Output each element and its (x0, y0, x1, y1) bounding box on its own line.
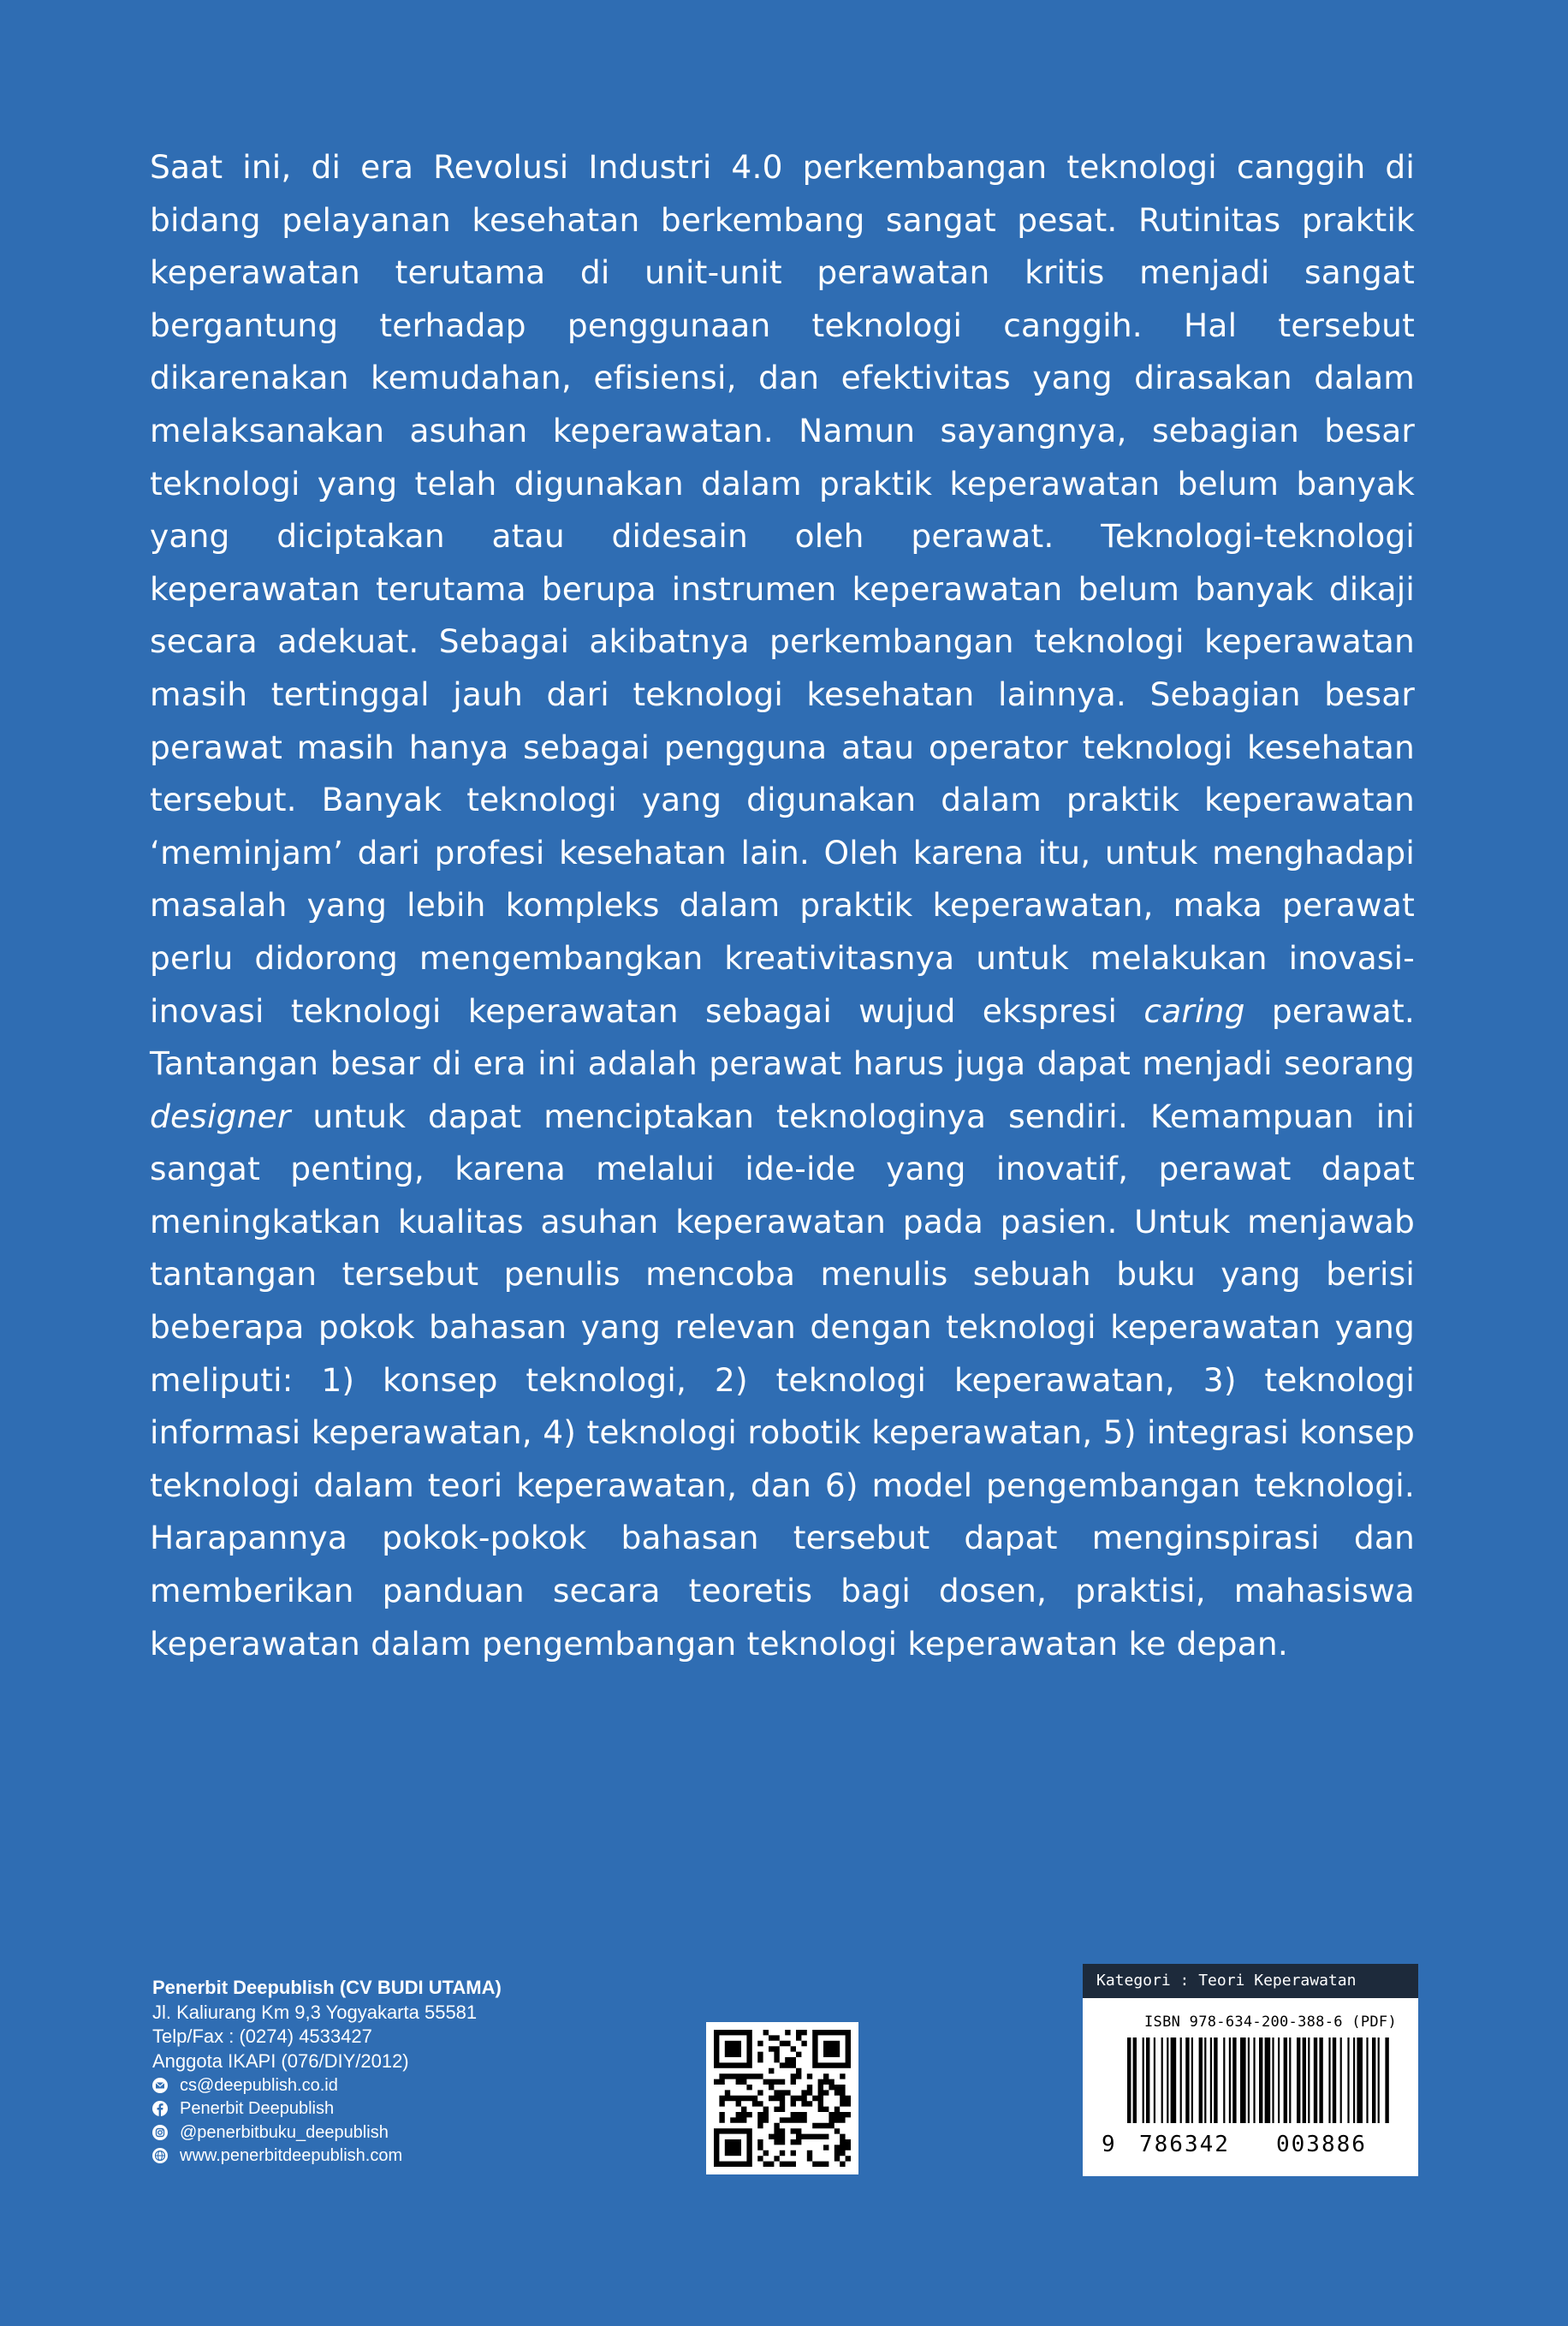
category-label: Kategori : Teori Keperawatan (1083, 1964, 1418, 1998)
blurb-text-1: Saat ini, di era Revolusi Industri 4.0 perkembangan teknologi canggih di bidang pelayanan kesehatan berkembang sangat pesat. Rutinitas praktik keperawatan terutama di unit-unit perawatan kritis menjadi sangat bergantung terhadap penggunaan teknologi canggih. Hal tersebut dikarenakan kemudahan, efisiensi, dan efektivitas yang dirasakan dalam melaksanakan asuhan keperawatan. Namun sayangnya, sebagian besar teknologi yang telah digunakan dalam praktik keperawatan belum banyak yang diciptakan atau didesain oleh perawat. Teknologi-teknologi keperawatan terutama berupa instrumen keperawatan belum banyak dikaji secara adekuat. Sebagai akibatnya perkembangan teknologi keperawatan masih tertinggal jauh dari teknologi kesehatan lainnya. Sebagian besar perawat masih hanya sebagai pengguna atau operator teknologi kesehatan tersebut. Banyak teknologi yang digunakan dalam praktik keperawatan ‘meminjam’ dari profesi kesehatan lain. Oleh karena itu, untuk menghadapi masalah yang lebih kompleks dalam praktik keperawatan, maka perawat perlu didorong mengembangkan kreativitasnya untuk melakukan inovasi-inovasi teknologi keperawatan sebagai wujud ekspresi (150, 148, 1415, 1030)
globe-icon (152, 2148, 168, 2163)
publisher-address: Jl. Kaliurang Km 9,3 Yogyakarta 55581 (152, 2001, 478, 2023)
contact-facebook[interactable] (152, 2097, 683, 2121)
blurb-emphasis-designer: designer (150, 1097, 291, 1135)
contact-facebook-text: Penerbit Deepublish (180, 2099, 335, 2118)
contact-instagram[interactable] (152, 2121, 683, 2145)
qr-code[interactable] (706, 2022, 858, 2174)
isbn-number: ISBN 978-634-200-388-6 (PDF) (1144, 2014, 1397, 2031)
barcode-left-digits: 786342 (1139, 2132, 1230, 2157)
barcode-bars (1083, 2037, 1418, 2133)
publisher-phone: Telp/Fax : (0274) 4533427 (152, 2026, 372, 2047)
instagram-icon (152, 2125, 168, 2140)
contact-website-text: www.penerbitdeepublish.com (180, 2146, 403, 2165)
email-icon (152, 2078, 168, 2093)
qr-code-image (706, 2022, 858, 2174)
publisher-name: Penerbit Deepublish (CV BUDI UTAMA) (152, 1977, 502, 1998)
publisher-info (152, 1976, 683, 2168)
contact-instagram-text: @penerbitbuku_deepublish (180, 2122, 389, 2142)
publisher-membership: Anggota IKAPI (076/DIY/2012) (152, 2049, 409, 2072)
contact-email[interactable] (152, 2073, 683, 2097)
barcode-first-digit: 9 (1102, 2132, 1115, 2157)
blurb-text-2: perawat. Tantangan besar di era ini adalah perawat harus juga dapat menjadi seorang (150, 991, 1416, 1083)
facebook-icon (152, 2101, 168, 2116)
blurb-emphasis-caring: caring (1143, 991, 1245, 1030)
blurb-text-3: untuk dapat menciptakan teknologinya sendiri. Kemampuan ini sangat penting, karena melalui ide-ide yang inovatif, perawat dapat meningkatkan kualitas asuhan keperawatan pada pasien. Untuk menjawab tantangan tersebut penulis mencoba menulis sebuah buku yang berisi beberapa pokok bahasan yang relevan dengan teknologi keperawatan yang meliputi: 1) konsep teknologi, 2) teknologi keperawatan, 3) teknologi informasi keperawatan, 4) teknologi robotik keperawatan, 5) integrasi konsep teknologi dalam teori keperawatan, dan 6) model pengembangan teknologi. Harapannya pokok-pokok bahasan tersebut dapat menginspirasi dan memberikan panduan secara teoretis bagi dosen, praktisi, mahasiswa keperawatan dalam pengembangan teknologi keperawatan ke depan. (150, 1097, 1416, 1663)
barcode-right-digits: 003886 (1276, 2132, 1367, 2157)
contact-email-text: cs@deepublish.co.id (180, 2075, 338, 2095)
back-cover-blurb (150, 141, 1415, 1670)
isbn-barcode-box (1083, 1964, 1418, 2176)
contact-website[interactable] (152, 2145, 683, 2168)
